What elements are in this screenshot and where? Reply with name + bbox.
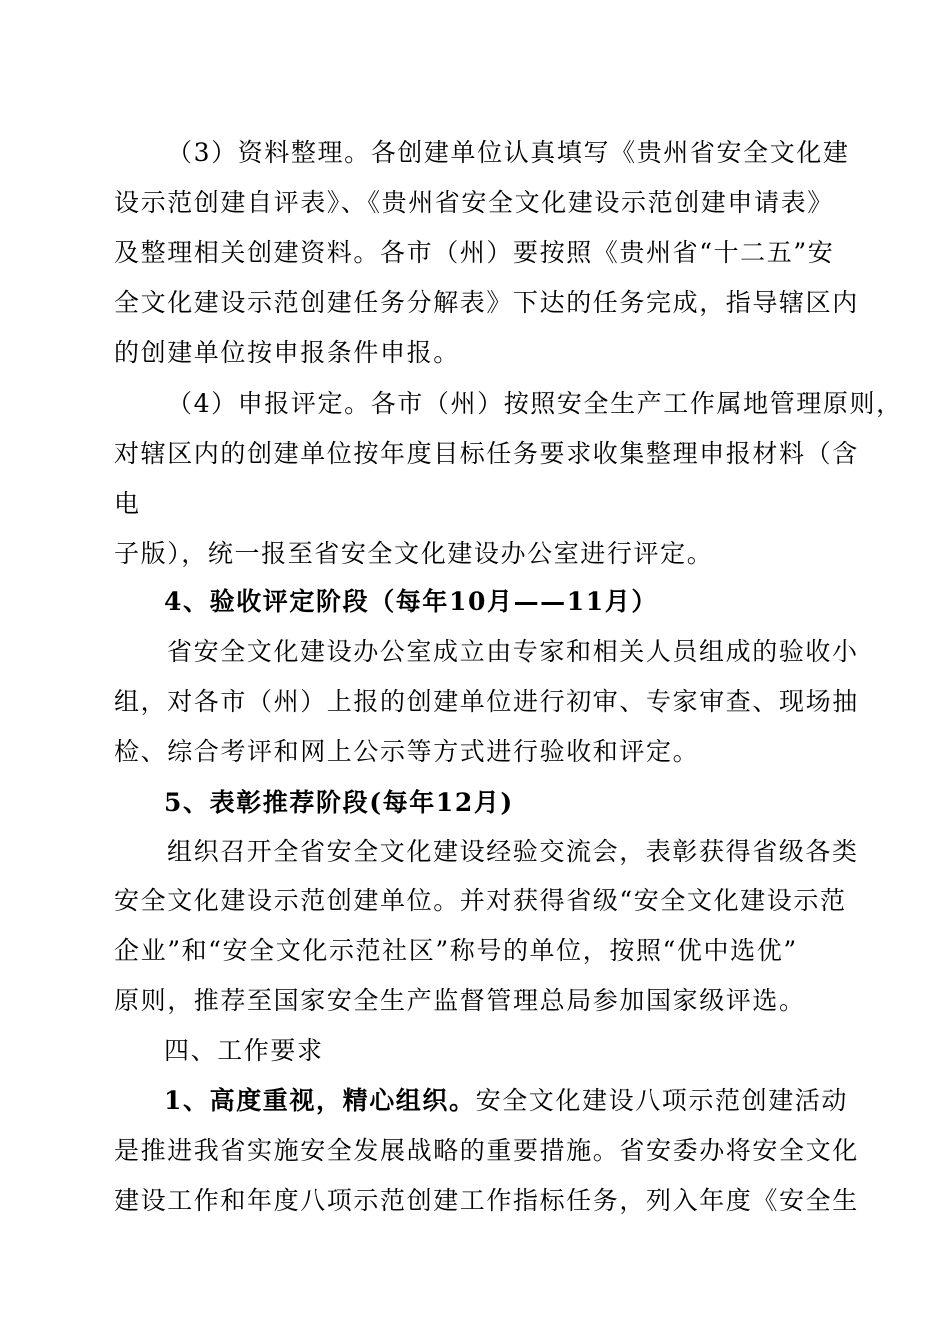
paragraph-line: 原则，推荐至国家安全生产监督管理总局参加国家级评选。: [114, 986, 806, 1015]
paragraph-line: 组，对各市（州）上报的创建单位进行初审、专家审查、现场抽: [114, 687, 859, 716]
paragraph-line: [164, 1085, 848, 1117]
paragraph-line: 组织召开全省安全文化建设经验交流会，表彰获得省级各类: [167, 837, 859, 866]
paragraph-line: 的创建单位按申报条件申报。: [114, 338, 460, 367]
paragraph-line: 设示范创建自评表》、《贵州省安全文化建设示范创建申请表》: [114, 188, 834, 217]
section-heading: 5、表彰推荐阶段(每年12月): [164, 788, 514, 817]
paragraph-line: 电: [114, 489, 141, 518]
paragraph-text: 安全文化建设八项示范创建活动: [475, 1086, 849, 1115]
paragraph-line: 建设工作和年度八项示范创建工作指标任务，列入年度《安全生: [114, 1186, 859, 1215]
paragraph-line: 对辖区内的创建单位按年度目标任务要求收集整理申报材料（含: [114, 439, 859, 468]
paragraph-line: 是推进我省实施安全发展战略的重要措施。省安委办将安全文化: [114, 1136, 859, 1165]
paragraph-line: 子版），统一报至省安全文化建设办公室进行评定。: [114, 539, 714, 568]
paragraph-line: （3）资料整理。各创建单位认真填写《贵州省安全文化建: [167, 138, 850, 167]
paragraph-line: （4）申报评定。各市（州）按照安全生产工作属地管理原则，: [167, 389, 903, 418]
paragraph-line: 企业”和“安全文化示范社区”称号的单位，按照“优中选优”: [114, 936, 798, 965]
lead-phrase: 1、高度重视，精心组织。: [164, 1086, 476, 1115]
paragraph-line: 检、综合考评和网上公示等方式进行验收和评定。: [114, 737, 700, 766]
paragraph-line: 全文化建设示范创建任务分解表》下达的任务完成，指导辖区内: [114, 288, 859, 317]
paragraph-line: 及整理相关创建资料。各市（州）要按照《贵州省“十二五”安: [114, 238, 835, 267]
paragraph-line: 省安全文化建设办公室成立由专家和相关人员组成的验收小: [167, 637, 859, 666]
section-heading: 4、验收评定阶段（每年10月——11月）: [164, 587, 658, 616]
paragraph-line: 安全文化建设示范创建单位。并对获得省级“安全文化建设示范: [114, 886, 847, 915]
section-heading: 四、工作要求: [164, 1036, 324, 1065]
